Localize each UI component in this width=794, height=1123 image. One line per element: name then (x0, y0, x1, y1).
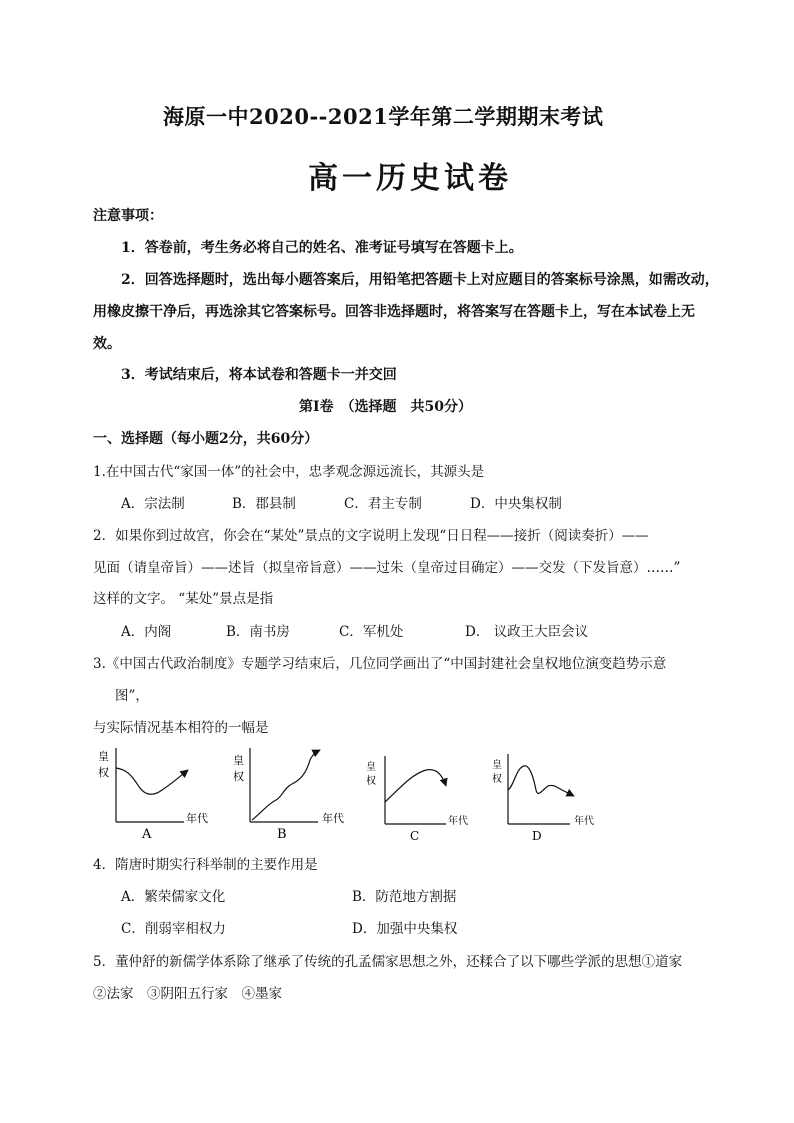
graph-c (366, 756, 468, 843)
notice-item-1: 1．答卷前，考生务必将自己的姓名、准考证号填写在答题卡上。 (121, 240, 523, 256)
notice-item-2-line-2: 用橡皮擦干净后，再选涂其它答案标号。回答非选择题时，将答案写在答题卡上，写在本试卷上无 (93, 304, 695, 320)
graph-a (98, 748, 208, 842)
graph-b (233, 748, 344, 842)
graph-d-letter: D (532, 829, 542, 843)
graph-c-xlabel: 年代 (448, 816, 468, 827)
graph-b-letter: B (277, 827, 287, 842)
notice-item-2-line-1: 2．回答选择题时，选出每小题答案后，用铅笔把答题卡上对应题目的答案标号涂黑，如需改动， (121, 272, 719, 288)
question-2-option-a: A．内阁 (121, 624, 172, 640)
graph-a-xlabel: 年代 (186, 812, 208, 825)
question-3-line-1: 3.《中国古代政治制度》专题学习结束后，几位同学画出了“中国封建社会皇权地位演变趋势示意 (93, 656, 667, 672)
graph-c-letter: C (410, 829, 420, 843)
graph-c-ylabel-2: 权 (366, 776, 376, 787)
question-1-option-c: C．君主专制 (344, 496, 422, 512)
graph-a-ylabel-1: 皇 (98, 750, 109, 763)
question-1-stem: 1.在中国古代“家国一体”的社会中，忠孝观念源远流长，其源头是 (93, 464, 485, 480)
graph-b-xlabel: 年代 (322, 812, 344, 825)
exam-subtitle: 高一历史试卷 (308, 161, 512, 196)
section-heading: 一、选择题（每小题2分，共60分） (93, 431, 319, 447)
question-2-option-d: D． 议政王大臣会议 (465, 624, 589, 640)
question-2-line-2: 见面（请皇帝旨）——述旨（拟皇帝旨意）——过朱（皇帝过目确定）——交发（下发旨意）……” (93, 560, 681, 576)
question-2-option-c: C．军机处 (339, 624, 404, 640)
graph-a-curve (116, 768, 188, 794)
question-1-option-d: D．中央集权制 (470, 496, 562, 512)
question-5-line-1: 5．董仲舒的新儒学体系除了继承了传统的孔孟儒家思想之外，还糅合了以下哪些学派的思想①道家 (93, 954, 683, 970)
question-3-line-3: 与实际情况基本相符的一幅是 (93, 720, 269, 736)
notice-heading: 注意事项： (93, 208, 163, 224)
graph-d (492, 754, 594, 843)
question-4-option-b: B．防范地方割据 (352, 889, 457, 905)
question-5-line-2: ②法家 ③阴阳五行家 ④墨家 (93, 986, 282, 1002)
question-4-stem: 4．隋唐时期实行科举制的主要作用是 (93, 857, 318, 873)
graph-d-ylabel-2: 权 (492, 774, 502, 785)
question-4-option-c: C．削弱宰相权力 (121, 921, 226, 937)
graph-a-ylabel-2: 权 (98, 766, 109, 779)
question-1-option-a: A．宗法制 (121, 496, 185, 512)
question-4-option-a: A．繁荣儒家文化 (121, 889, 226, 905)
graph-d-ylabel-1: 皇 (492, 760, 502, 771)
question-2-line-3: 这样的文字。 “某处”景点是指 (93, 591, 274, 607)
graph-c-curve (385, 770, 446, 802)
graph-c-ylabel-1: 皇 (366, 762, 376, 773)
graph-d-xlabel: 年代 (574, 816, 594, 827)
notice-item-2-line-3: 效。 (93, 336, 121, 352)
graph-a-letter: A (142, 827, 152, 842)
trend-diagrams (90, 740, 630, 850)
graph-d-curve (508, 766, 574, 796)
graph-b-curve (252, 750, 320, 820)
question-3-line-2: 图”， (115, 688, 149, 704)
question-1-option-b: B．郡县制 (232, 496, 296, 512)
exam-title: 海原一中2020--2021学年第二学期期末考试 (163, 104, 604, 129)
question-2-line-1: 2．如果你到过故宫，你会在“某处”景点的文字说明上发现“日日程——接折（阅读奏折）—— (93, 528, 649, 544)
part-title: 第Ⅰ卷 （选择题 共50分） (299, 399, 473, 415)
notice-item-3: 3．考试结束后，将本试卷和答题卡一并交回 (121, 367, 397, 383)
question-4-option-d: D．加强中央集权 (352, 921, 458, 937)
question-2-option-b: B．南书房 (226, 624, 290, 640)
graph-b-ylabel-2: 权 (233, 770, 244, 783)
graph-b-ylabel-1: 皇 (233, 754, 244, 767)
